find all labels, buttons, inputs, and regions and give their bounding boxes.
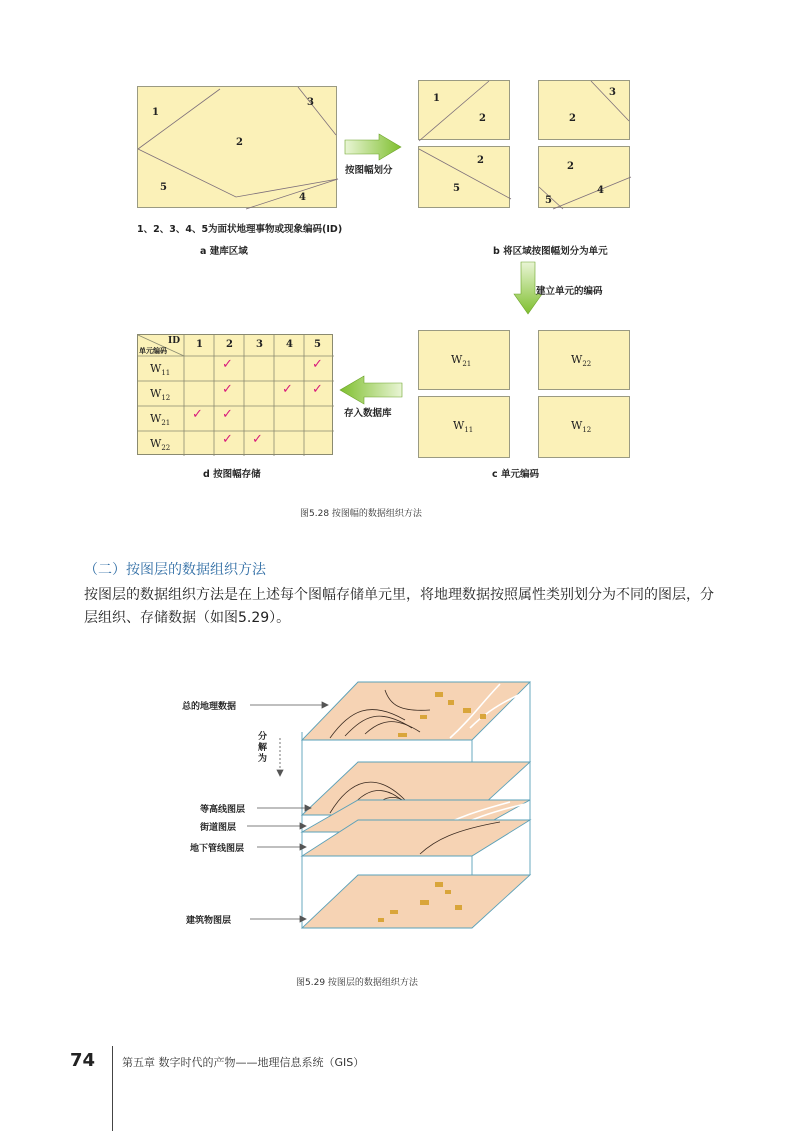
unit-code: $W_{21}$ bbox=[451, 353, 472, 369]
panel-d-table bbox=[137, 334, 333, 455]
page-number: 74 bbox=[70, 1050, 96, 1071]
column-header: 2 bbox=[226, 339, 233, 350]
unit-code: $W_{22}$ bbox=[571, 353, 592, 369]
row-header: $W_{21}$ bbox=[150, 412, 171, 428]
panel-a-note: 1、2、3、4、5为面状地理事物或现象编码(ID) bbox=[137, 224, 343, 235]
panel-c-caption: c 单元编码 bbox=[492, 469, 539, 480]
label-contour-layer: 等高线图层 bbox=[200, 805, 246, 815]
figure-5-29-caption: 图5.29 按图层的数据组织方法 bbox=[296, 978, 418, 988]
panel-b-tile-1 bbox=[418, 80, 510, 140]
region-label-4: 4 bbox=[299, 192, 306, 203]
section-paragraph: 按图层的数据组织方法是在上述每个图幅存储单元里，将地理数据按照属性类别划分为不同的图层，分层组织、存储数据（如图5.29）。 bbox=[84, 587, 714, 626]
panel-d-caption: d 按图幅存储 bbox=[203, 469, 261, 480]
tile-label: 1 bbox=[433, 93, 440, 104]
figure-5-28-caption: 图5.28 按图幅的数据组织方法 bbox=[300, 509, 422, 519]
tile-label: 5 bbox=[453, 183, 460, 194]
column-header: 5 bbox=[314, 339, 321, 350]
region-label-1: 1 bbox=[152, 107, 159, 118]
region-label-5: 5 bbox=[160, 182, 167, 193]
column-header: 1 bbox=[196, 339, 203, 350]
corner-id-label: ID bbox=[168, 336, 181, 346]
tile-boundary bbox=[419, 147, 511, 209]
section-heading: （二）按图层的数据组织方法 bbox=[84, 562, 266, 578]
panel-c-cell-w12 bbox=[538, 396, 630, 458]
tile-boundary bbox=[539, 81, 631, 141]
label-decompose: 分解为 bbox=[258, 732, 268, 764]
region-label-3: 3 bbox=[307, 97, 314, 108]
unit-code: $W_{11}$ bbox=[453, 419, 474, 435]
check-mark-icon: ✓ bbox=[282, 382, 293, 397]
row-header: $W_{11}$ bbox=[150, 362, 171, 378]
arrow-label-store-database: 存入数据库 bbox=[344, 408, 392, 419]
chapter-title: 第五章 数字时代的产物——地理信息系统（GIS） bbox=[122, 1056, 365, 1069]
check-mark-icon: ✓ bbox=[222, 407, 233, 422]
check-mark-icon: ✓ bbox=[252, 432, 263, 447]
tile-label: 5 bbox=[545, 195, 552, 206]
column-header: 3 bbox=[256, 339, 263, 350]
label-leader-lines bbox=[150, 700, 330, 940]
label-street-layer: 街道图层 bbox=[200, 823, 237, 833]
footer-divider bbox=[112, 1046, 113, 1131]
check-mark-icon: ✓ bbox=[192, 407, 203, 422]
tile-label: 4 bbox=[597, 185, 604, 196]
label-building-layer: 建筑物图层 bbox=[186, 916, 232, 926]
tile-boundary bbox=[419, 81, 511, 141]
tile-label: 2 bbox=[567, 161, 574, 172]
panel-c-cell-w11 bbox=[418, 396, 510, 458]
tile-boundary bbox=[539, 147, 631, 209]
panel-b-tile-3 bbox=[418, 146, 510, 208]
check-mark-icon: ✓ bbox=[312, 357, 323, 372]
column-header: 4 bbox=[286, 339, 293, 350]
corner-unit-label: 单元编码 bbox=[139, 347, 167, 355]
label-total-data: 总的地理数据 bbox=[182, 702, 237, 712]
check-mark-icon: ✓ bbox=[222, 432, 233, 447]
panel-b-caption: b 将区域按图幅划分为单元 bbox=[493, 246, 608, 257]
check-mark-icon: ✓ bbox=[222, 382, 233, 397]
row-header: $W_{22}$ bbox=[150, 437, 171, 453]
row-header: $W_{12}$ bbox=[150, 387, 171, 403]
check-mark-icon: ✓ bbox=[222, 357, 233, 372]
panel-a-caption: a 建库区域 bbox=[200, 246, 248, 257]
region-label-2: 2 bbox=[236, 137, 243, 148]
tile-label: 2 bbox=[479, 113, 486, 124]
panel-a-region-map bbox=[137, 86, 337, 208]
tile-label: 2 bbox=[569, 113, 576, 124]
tile-label: 3 bbox=[609, 87, 616, 98]
panel-c-cell-w21 bbox=[418, 330, 510, 390]
arrow-right-icon bbox=[345, 134, 405, 164]
arrow-label-build-unit-code: 建立单元的编码 bbox=[536, 286, 603, 297]
arrow-label-divide-by-sheet: 按图幅划分 bbox=[345, 165, 393, 176]
arrow-left-icon bbox=[340, 376, 406, 406]
panel-b-tile-4 bbox=[538, 146, 630, 208]
label-pipeline-layer: 地下管线图层 bbox=[190, 844, 245, 854]
panel-b-tile-2 bbox=[538, 80, 630, 140]
tile-label: 2 bbox=[477, 155, 484, 166]
check-mark-icon: ✓ bbox=[312, 382, 323, 397]
unit-code: $W_{12}$ bbox=[571, 419, 592, 435]
panel-c-cell-w22 bbox=[538, 330, 630, 390]
